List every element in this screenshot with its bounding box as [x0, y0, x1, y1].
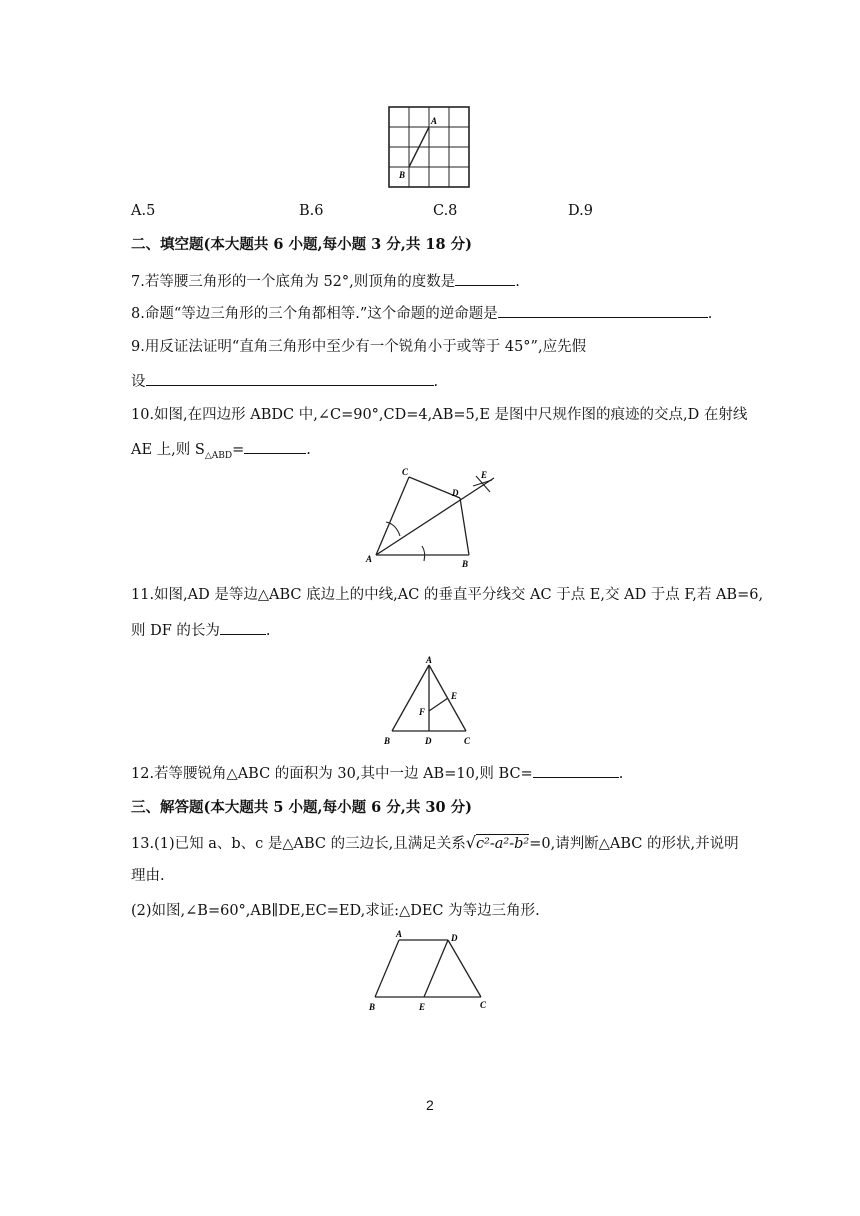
q13-label-a: A: [396, 929, 403, 939]
q6-option-c: C.8: [433, 203, 458, 219]
q11-figure: [380, 653, 480, 749]
q11-label-c: C: [464, 736, 471, 746]
q6-option-b: B.6: [299, 203, 324, 219]
q6-option-a: A.5: [131, 203, 156, 219]
question-10-line2-post: =: [232, 442, 245, 458]
question-10-line-1: 10.如图,在四边形 ABDC 中,∠C=90°,CD=4,AB=5,E 是图中尺规作图的痕迹的交点,D 在射线: [131, 407, 748, 423]
question-7: [131, 271, 520, 292]
question-10-end: .: [306, 442, 311, 458]
q6-label-a: A: [431, 116, 438, 126]
question-11-line-1: 11.如图,AD 是等边△ABC 底边上的中线,AC 的垂直平分线交 AC 于点 E,交 AD 于点 F,若 AB=6,: [131, 587, 764, 603]
question-13-part1-pre: 13.(1)已知 a、b、c 是△ABC 的三边长,且满足关系: [131, 836, 466, 852]
question-9-line-1: 9.用反证法证明“直角三角形中至少有一个锐角小于或等于 45°”,应先假: [131, 339, 587, 355]
question-7-blank[interactable]: [455, 271, 515, 286]
section-2-heading: 二、填空题(本大题共 6 小题,每小题 3 分,共 18 分): [131, 236, 472, 253]
question-11-line-2: [131, 620, 271, 641]
q10-figure: [362, 466, 502, 570]
question-10-subscript: △ABD: [204, 450, 233, 461]
question-10-line2-pre: AE 上,则 S: [131, 442, 205, 458]
question-10-line-2: [131, 439, 311, 466]
question-9-end: .: [433, 374, 439, 390]
question-12-text: 12.若等腰锐角△ABC 的面积为 30,其中一边 AB=10,则 BC=: [131, 766, 533, 782]
q11-label-e: E: [451, 691, 458, 701]
q10-label-d: D: [452, 488, 459, 498]
question-7-text: 7.若等腰三角形的一个底角为 52°,则顶角的度数是: [131, 274, 456, 290]
q11-label-f: F: [419, 707, 426, 717]
page-number: 2: [426, 1097, 434, 1113]
q10-label-b: B: [462, 559, 469, 569]
q10-label-a: A: [366, 554, 373, 564]
question-8: [131, 303, 712, 324]
q13-label-c: C: [480, 1000, 487, 1010]
q11-label-d: D: [425, 736, 432, 746]
q11-label-b: B: [384, 736, 391, 746]
sqrt-icon: √: [465, 833, 476, 852]
q13-label-b: B: [369, 1002, 376, 1012]
question-9-blank[interactable]: [146, 371, 434, 386]
question-13-part-1-line-2: 理由.: [131, 868, 165, 884]
q6-label-b: B: [399, 170, 406, 180]
q10-label-c: C: [402, 467, 409, 477]
question-11-blank[interactable]: [220, 620, 266, 635]
question-8-end: .: [707, 306, 713, 322]
question-7-end: .: [515, 274, 520, 290]
question-12-blank[interactable]: [533, 763, 619, 778]
question-11-end: .: [265, 623, 271, 639]
question-13-part-2: (2)如图,∠B=60°,AB∥DE,EC=ED,求证:△DEC 为等边三角形.: [131, 903, 540, 919]
q10-label-e: E: [481, 470, 488, 480]
question-8-text: 8.命题“等边三角形的三个角都相等.”这个命题的逆命题是: [131, 306, 498, 322]
q6-grid-figure: [380, 104, 476, 196]
question-10-blank[interactable]: [244, 439, 306, 454]
question-11-line2-text: 则 DF 的长为: [131, 623, 220, 639]
q6-option-d: D.9: [568, 203, 593, 219]
question-8-blank[interactable]: [498, 303, 708, 318]
q13-figure: [362, 926, 497, 1014]
q13-label-e: E: [419, 1002, 426, 1012]
question-13-part-1: [131, 833, 739, 854]
q11-label-a: A: [426, 655, 433, 665]
q13-label-d: D: [451, 933, 458, 943]
question-12: [131, 763, 623, 784]
question-13-math: c²-a²-b²: [475, 836, 530, 852]
question-9-line2-text: 设: [131, 374, 146, 390]
question-9-line-2: [131, 371, 438, 392]
question-13-part1-post: =0,请判断△ABC 的形状,并说明: [529, 836, 739, 852]
section-3-heading: 三、解答题(本大题共 5 小题,每小题 6 分,共 30 分): [131, 799, 472, 816]
question-12-end: .: [618, 766, 624, 782]
